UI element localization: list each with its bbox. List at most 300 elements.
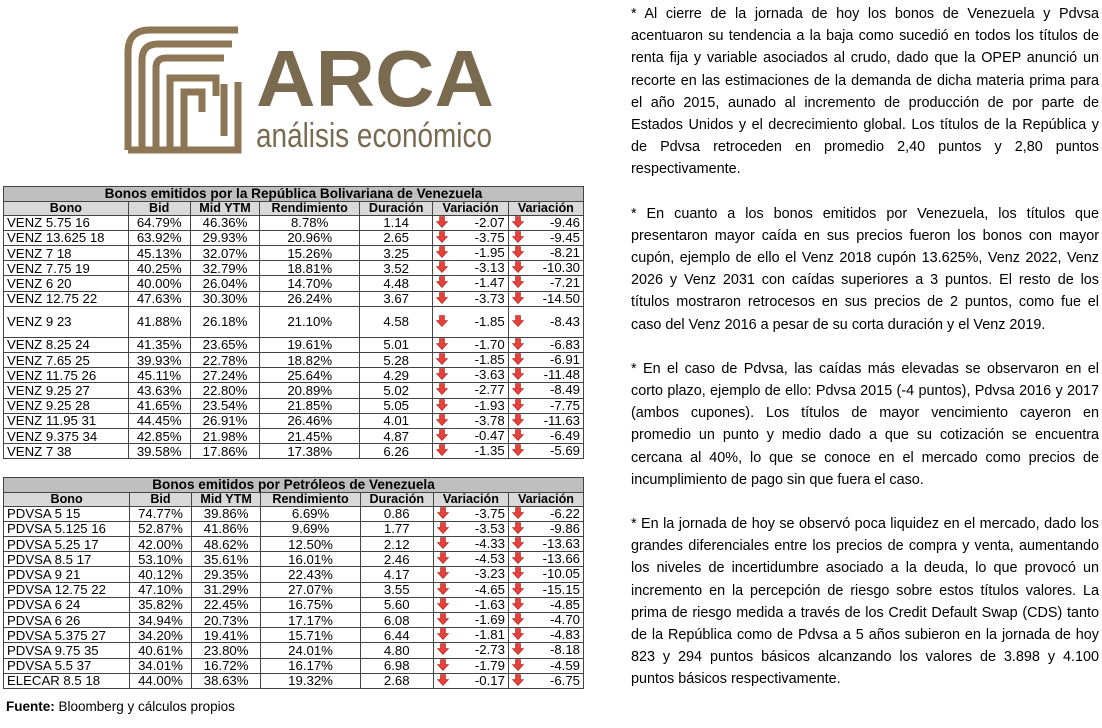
cell-rendimiento: 15.26% bbox=[260, 246, 359, 261]
cell-mid-ytm: 19.41% bbox=[191, 628, 261, 643]
cell-bid: 42.85% bbox=[128, 429, 190, 444]
cell-variacion-2 bbox=[508, 353, 583, 368]
cell-bid: 40.12% bbox=[130, 567, 192, 582]
arca-logo bbox=[120, 22, 500, 162]
cell-rendimiento: 14.70% bbox=[260, 276, 359, 291]
variation-value: -3.63 bbox=[474, 367, 505, 383]
arrow-down-icon bbox=[437, 552, 449, 564]
arrow-down-icon bbox=[436, 338, 448, 350]
cell-variacion-1 bbox=[433, 444, 508, 459]
commentary bbox=[631, 3, 1099, 713]
table-row bbox=[4, 368, 584, 383]
cell-mid-ytm: 22.45% bbox=[191, 597, 261, 612]
cell-variacion-2 bbox=[508, 368, 583, 383]
cell-variacion-2 bbox=[508, 643, 583, 658]
table-row bbox=[4, 613, 584, 628]
cell-variacion-2 bbox=[508, 444, 583, 459]
cell-mid-ytm: 22.78% bbox=[190, 353, 260, 368]
cell-bono: VENZ 6 20 bbox=[4, 276, 129, 291]
variation-value: -3.73 bbox=[474, 290, 505, 306]
cell-bono: VENZ 11.95 31 bbox=[4, 413, 129, 428]
cell-rendimiento: 16.75% bbox=[261, 597, 360, 612]
table-row bbox=[4, 398, 584, 413]
arrow-down-icon bbox=[512, 613, 524, 625]
table-row bbox=[4, 246, 584, 261]
cell-variacion-2 bbox=[508, 276, 583, 291]
cell-bid: 39.93% bbox=[128, 353, 190, 368]
arrow-down-icon bbox=[437, 613, 449, 625]
variation-value: -3.75 bbox=[474, 229, 505, 245]
cell-variacion-2 bbox=[508, 261, 583, 276]
cell-duracion: 4.29 bbox=[359, 368, 433, 383]
arrow-down-icon bbox=[512, 674, 524, 686]
cell-duracion: 6.44 bbox=[360, 628, 433, 643]
table-row bbox=[4, 582, 584, 597]
cell-variacion-1 bbox=[433, 628, 508, 643]
source-text: Bloomberg y cálculos propios bbox=[54, 699, 235, 714]
paragraph: * En la jornada de hoy se observó poca liquidez en el mercado, dado los grandes diferenciales entre los precios de compra y venta, aumentando los niveles de incertidumbre asociado a la deuda, lo que provocó un incremento en la percepción de riesgo sobre estos títulos valores. La prima de riesgo medida a través de los Credit Default Swap (CDS) tanto de la República como de Pdvsa a 5 años subieron en la jornada de hoy 823 y 294 puntos básicos alcanzando los valores de 3.898 y 4.100 puntos básicos respectivamente. bbox=[631, 516, 1099, 688]
variation-value: -15.15 bbox=[542, 581, 580, 597]
variation-value: -11.63 bbox=[543, 412, 580, 428]
variation-value: -4.59 bbox=[549, 657, 580, 673]
arrow-down-icon bbox=[512, 414, 524, 426]
arrow-down-icon bbox=[512, 659, 524, 671]
cell-variacion-1 bbox=[433, 537, 508, 552]
variation-value: -2.77 bbox=[474, 382, 505, 398]
cell-variacion-1 bbox=[433, 306, 508, 337]
variation-value: -4.33 bbox=[474, 536, 505, 551]
cell-duracion: 3.67 bbox=[359, 291, 433, 306]
variation-value: -13.66 bbox=[542, 551, 580, 567]
arrow-down-icon bbox=[512, 567, 524, 579]
table-row bbox=[4, 215, 584, 230]
cell-bono: VENZ 5.75 16 bbox=[4, 215, 129, 230]
arrow-down-icon bbox=[436, 444, 448, 456]
cell-bid: 44.45% bbox=[128, 413, 190, 428]
cell-variacion-2 bbox=[508, 306, 583, 337]
paragraph: * Al cierre de la jornada de hoy los bonos de Venezuela y Pdvsa acentuaron su tendencia a la baja como sucedió en todos los títulos de renta fija y variable asociados al crudo, dado que la OPEP anunció un recorte en las estimaciones de la demanda de dicha materia prima para el año 2015, aunado al incremento de producción de por parte de Estados Unidos y el decrecimiento global. Los títulos de la República y de Pdvsa retroceden en promedio 2,40 puntos y 2,80 puntos respectivamente. bbox=[631, 6, 1099, 178]
cell-variacion-1 bbox=[433, 383, 508, 398]
cell-mid-ytm: 46.36% bbox=[190, 215, 260, 230]
col-header-bid: Bid bbox=[128, 202, 190, 216]
cell-rendimiento: 16.01% bbox=[261, 552, 360, 567]
cell-mid-ytm: 26.18% bbox=[190, 306, 260, 337]
arrow-down-icon bbox=[436, 368, 448, 380]
cell-bono: PDVSA 5.25 17 bbox=[4, 537, 130, 552]
arrow-down-icon bbox=[512, 522, 524, 534]
cell-bid: 41.35% bbox=[128, 337, 190, 352]
cell-rendimiento: 17.38% bbox=[260, 444, 359, 459]
table-title: Bonos emitidos por Petróleos de Venezuela bbox=[4, 478, 584, 493]
cell-mid-ytm: 31.29% bbox=[191, 582, 261, 597]
arrow-down-icon bbox=[437, 598, 449, 610]
variation-value: -5.69 bbox=[549, 443, 580, 459]
cell-variacion-2 bbox=[508, 658, 583, 673]
arrow-down-icon bbox=[512, 338, 524, 350]
cell-bid: 34.94% bbox=[130, 613, 192, 628]
cell-mid-ytm: 26.04% bbox=[190, 276, 260, 291]
cell-mid-ytm: 16.72% bbox=[191, 658, 261, 673]
col-header-variacion-2: Variación bbox=[508, 202, 583, 216]
cell-bono: VENZ 7 38 bbox=[4, 444, 129, 459]
variation-value: -7.21 bbox=[549, 275, 580, 291]
cell-duracion: 5.01 bbox=[359, 337, 433, 352]
variation-value: -10.30 bbox=[542, 260, 580, 276]
arrow-down-icon bbox=[512, 598, 524, 610]
arrow-down-icon bbox=[437, 659, 449, 671]
arrow-down-icon bbox=[437, 522, 449, 534]
col-header-rendimiento: Rendimiento bbox=[260, 202, 359, 216]
table-row bbox=[4, 643, 584, 658]
cell-bid: 40.61% bbox=[130, 643, 192, 658]
variation-value: -6.49 bbox=[549, 428, 580, 444]
arrow-down-icon bbox=[436, 399, 448, 411]
cell-mid-ytm: 39.86% bbox=[191, 506, 261, 521]
variation-value: -1.69 bbox=[474, 612, 505, 628]
cell-bid: 74.77% bbox=[130, 506, 192, 521]
variation-value: -4.70 bbox=[549, 612, 580, 628]
arrow-down-icon bbox=[512, 399, 524, 411]
table-row bbox=[4, 337, 584, 352]
cell-variacion-1 bbox=[433, 398, 508, 413]
cell-variacion-2 bbox=[508, 291, 583, 306]
arrow-down-icon bbox=[437, 643, 449, 655]
cell-variacion-2 bbox=[508, 597, 583, 612]
cell-mid-ytm: 17.86% bbox=[190, 444, 260, 459]
cell-bono: VENZ 13.625 18 bbox=[4, 230, 129, 245]
cell-variacion-1 bbox=[433, 582, 508, 597]
arrow-down-icon bbox=[512, 552, 524, 564]
cell-rendimiento: 15.71% bbox=[261, 628, 360, 643]
cell-variacion-1 bbox=[433, 246, 508, 261]
cell-duracion: 2.12 bbox=[360, 537, 433, 552]
cell-duracion: 2.65 bbox=[359, 230, 433, 245]
table-row bbox=[4, 291, 584, 306]
cell-mid-ytm: 23.65% bbox=[190, 337, 260, 352]
cell-mid-ytm: 38.63% bbox=[191, 673, 261, 688]
arrow-down-icon bbox=[436, 292, 448, 304]
cell-bono: PDVSA 5 15 bbox=[4, 506, 130, 521]
table-row bbox=[4, 413, 584, 428]
cell-bono: PDVSA 6 24 bbox=[4, 597, 130, 612]
cell-variacion-1 bbox=[433, 230, 508, 245]
cell-variacion-1 bbox=[433, 613, 508, 628]
arrow-down-icon bbox=[436, 276, 448, 288]
variation-value: -6.91 bbox=[549, 352, 580, 368]
cell-rendimiento: 18.82% bbox=[260, 353, 359, 368]
arrow-down-icon bbox=[437, 507, 449, 519]
cell-mid-ytm: 30.30% bbox=[190, 291, 260, 306]
cell-duracion: 4.58 bbox=[359, 306, 433, 337]
col-header-bono: Bono bbox=[4, 202, 129, 216]
cell-bono: VENZ 9.25 28 bbox=[4, 398, 129, 413]
cell-mid-ytm: 35.61% bbox=[191, 552, 261, 567]
variation-value: -1.81 bbox=[474, 627, 505, 643]
variation-value: -10.05 bbox=[542, 566, 580, 582]
arrow-down-icon bbox=[512, 628, 524, 640]
variation-value: -9.46 bbox=[549, 214, 580, 230]
arrow-down-icon bbox=[437, 628, 449, 640]
variation-value: -6.83 bbox=[549, 336, 580, 352]
arrow-down-icon bbox=[436, 429, 448, 441]
cell-rendimiento: 19.61% bbox=[260, 337, 359, 352]
variation-value: -1.63 bbox=[474, 596, 505, 612]
col-header-bono: Bono bbox=[4, 493, 130, 507]
logo-tagline: análisis económico bbox=[256, 117, 492, 155]
cell-duracion: 2.46 bbox=[360, 552, 433, 567]
venezuela-bonds-table bbox=[3, 186, 584, 459]
cell-variacion-1 bbox=[433, 413, 508, 428]
variation-value: -7.75 bbox=[549, 397, 580, 413]
cell-bid: 64.79% bbox=[128, 215, 190, 230]
variation-value: -1.95 bbox=[474, 245, 505, 260]
cell-variacion-2 bbox=[508, 506, 583, 521]
cell-bid: 34.20% bbox=[130, 628, 192, 643]
variation-value: -1.35 bbox=[474, 443, 505, 459]
cell-rendimiento: 26.46% bbox=[260, 413, 359, 428]
cell-variacion-1 bbox=[433, 353, 508, 368]
cell-rendimiento: 20.89% bbox=[260, 383, 359, 398]
cell-duracion: 4.87 bbox=[359, 429, 433, 444]
cell-bono: PDVSA 5.125 16 bbox=[4, 521, 130, 536]
table-row bbox=[4, 567, 584, 582]
logo-name: ARCA bbox=[256, 34, 494, 123]
arrow-down-icon bbox=[436, 216, 448, 228]
cell-bono: VENZ 12.75 22 bbox=[4, 291, 129, 306]
cell-mid-ytm: 29.93% bbox=[190, 230, 260, 245]
cell-mid-ytm: 32.79% bbox=[190, 261, 260, 276]
cell-mid-ytm: 48.62% bbox=[191, 537, 261, 552]
col-header-variacion-1: Variación bbox=[433, 202, 508, 216]
cell-bono: PDVSA 6 26 bbox=[4, 613, 130, 628]
cell-variacion-2 bbox=[508, 521, 583, 536]
table-row bbox=[4, 658, 584, 673]
arrow-down-icon bbox=[437, 583, 449, 595]
cell-rendimiento: 9.69% bbox=[261, 521, 360, 536]
cell-variacion-1 bbox=[433, 291, 508, 306]
col-header-rendimiento: Rendimiento bbox=[261, 493, 360, 507]
cell-rendimiento: 20.96% bbox=[260, 230, 359, 245]
cell-rendimiento: 25.64% bbox=[260, 368, 359, 383]
arrow-down-icon bbox=[436, 261, 448, 273]
cell-rendimiento: 26.24% bbox=[260, 291, 359, 306]
cell-duracion: 4.48 bbox=[359, 276, 433, 291]
cell-variacion-1 bbox=[433, 643, 508, 658]
arrow-down-icon bbox=[512, 276, 524, 288]
variation-value: -8.43 bbox=[549, 313, 580, 329]
variation-value: -2.73 bbox=[474, 642, 505, 658]
cell-variacion-1 bbox=[433, 429, 508, 444]
cell-bid: 41.65% bbox=[128, 398, 190, 413]
variation-value: -3.13 bbox=[474, 260, 505, 276]
cell-rendimiento: 22.43% bbox=[261, 567, 360, 582]
cell-rendimiento: 12.50% bbox=[261, 537, 360, 552]
cell-mid-ytm: 32.07% bbox=[190, 246, 260, 261]
col-header-mid-ytm: Mid YTM bbox=[190, 202, 260, 216]
cell-bid: 34.01% bbox=[130, 658, 192, 673]
cell-bid: 35.82% bbox=[130, 597, 192, 612]
logo-mark-icon bbox=[128, 30, 238, 150]
col-header-variacion-1: Variación bbox=[433, 493, 508, 507]
table-row bbox=[4, 552, 584, 567]
variation-value: -1.70 bbox=[474, 336, 505, 352]
cell-bid: 52.87% bbox=[130, 521, 192, 536]
cell-variacion-1 bbox=[433, 552, 508, 567]
arrow-down-icon bbox=[437, 674, 449, 686]
variation-value: -4.83 bbox=[549, 627, 580, 643]
arrow-down-icon bbox=[512, 583, 524, 595]
cell-bono: PDVSA 9 21 bbox=[4, 567, 130, 582]
variation-value: -13.63 bbox=[542, 536, 580, 551]
cell-bid: 43.63% bbox=[128, 383, 190, 398]
cell-variacion-1 bbox=[433, 337, 508, 352]
variation-value: -9.45 bbox=[549, 229, 580, 245]
cell-mid-ytm: 41.86% bbox=[191, 521, 261, 536]
cell-bid: 42.00% bbox=[130, 537, 192, 552]
cell-variacion-2 bbox=[508, 230, 583, 245]
variation-value: -6.75 bbox=[549, 672, 580, 688]
arrow-down-icon bbox=[512, 292, 524, 304]
arrow-down-icon bbox=[437, 567, 449, 579]
variation-value: -8.21 bbox=[549, 245, 580, 260]
cell-rendimiento: 27.07% bbox=[261, 582, 360, 597]
arrow-down-icon bbox=[436, 315, 448, 327]
arrow-down-icon bbox=[512, 231, 524, 243]
cell-variacion-2 bbox=[508, 429, 583, 444]
table-row bbox=[4, 628, 584, 643]
arrow-down-icon bbox=[512, 246, 524, 258]
cell-duracion: 5.05 bbox=[359, 398, 433, 413]
cell-bid: 47.10% bbox=[130, 582, 192, 597]
cell-duracion: 0.86 bbox=[360, 506, 433, 521]
cell-bono: VENZ 8.25 24 bbox=[4, 337, 129, 352]
cell-duracion: 5.28 bbox=[359, 353, 433, 368]
cell-duracion: 4.80 bbox=[360, 643, 433, 658]
variation-value: -14.50 bbox=[542, 290, 580, 306]
variation-value: -3.78 bbox=[474, 412, 505, 428]
cell-variacion-2 bbox=[508, 537, 583, 552]
variation-value: -8.18 bbox=[549, 642, 580, 658]
cell-rendimiento: 18.81% bbox=[260, 261, 359, 276]
cell-variacion-2 bbox=[508, 582, 583, 597]
table-row bbox=[4, 383, 584, 398]
col-header-mid-ytm: Mid YTM bbox=[191, 493, 261, 507]
cell-bid: 45.11% bbox=[128, 368, 190, 383]
variation-value: -4.53 bbox=[474, 551, 505, 567]
cell-variacion-2 bbox=[508, 673, 583, 688]
cell-rendimiento: 17.17% bbox=[261, 613, 360, 628]
cell-bid: 45.13% bbox=[128, 246, 190, 261]
variation-value: -4.85 bbox=[549, 596, 580, 612]
table-row bbox=[4, 353, 584, 368]
arrow-down-icon bbox=[512, 444, 524, 456]
cell-variacion-2 bbox=[508, 398, 583, 413]
cell-bid: 44.00% bbox=[130, 673, 192, 688]
cell-duracion: 3.25 bbox=[359, 246, 433, 261]
arrow-down-icon bbox=[512, 429, 524, 441]
cell-bid: 63.92% bbox=[128, 230, 190, 245]
cell-duracion: 5.60 bbox=[360, 597, 433, 612]
cell-bono: PDVSA 5.375 27 bbox=[4, 628, 130, 643]
cell-variacion-2 bbox=[508, 552, 583, 567]
source-note bbox=[6, 699, 235, 714]
cell-mid-ytm: 29.35% bbox=[191, 567, 261, 582]
cell-duracion: 6.08 bbox=[360, 613, 433, 628]
cell-bid: 40.00% bbox=[128, 276, 190, 291]
cell-rendimiento: 21.45% bbox=[260, 429, 359, 444]
table-row bbox=[4, 444, 584, 459]
table-row bbox=[4, 537, 584, 552]
cell-mid-ytm: 26.91% bbox=[190, 413, 260, 428]
cell-bono: VENZ 7 18 bbox=[4, 246, 129, 261]
table-row bbox=[4, 230, 584, 245]
table-row bbox=[4, 306, 584, 337]
cell-bono: PDVSA 5.5 37 bbox=[4, 658, 130, 673]
cell-mid-ytm: 23.80% bbox=[191, 643, 261, 658]
arrow-down-icon bbox=[436, 383, 448, 395]
col-header-bid: Bid bbox=[130, 493, 192, 507]
variation-value: -11.48 bbox=[543, 367, 580, 383]
cell-variacion-2 bbox=[508, 628, 583, 643]
cell-bono: VENZ 7.75 19 bbox=[4, 261, 129, 276]
arrow-down-icon bbox=[512, 216, 524, 228]
arrow-down-icon bbox=[436, 414, 448, 426]
cell-bono: PDVSA 12.75 22 bbox=[4, 582, 130, 597]
arrow-down-icon bbox=[512, 315, 524, 327]
cell-bid: 39.58% bbox=[128, 444, 190, 459]
cell-variacion-1 bbox=[433, 658, 508, 673]
cell-bono: VENZ 9.25 27 bbox=[4, 383, 129, 398]
variation-value: -6.22 bbox=[549, 505, 580, 521]
cell-duracion: 3.52 bbox=[359, 261, 433, 276]
arrow-down-icon bbox=[512, 353, 524, 365]
cell-variacion-2 bbox=[508, 567, 583, 582]
cell-duracion: 4.17 bbox=[360, 567, 433, 582]
cell-duracion: 6.98 bbox=[360, 658, 433, 673]
col-header-duracion: Duración bbox=[360, 493, 433, 507]
cell-mid-ytm: 22.80% bbox=[190, 383, 260, 398]
table-row bbox=[4, 521, 584, 536]
cell-variacion-1 bbox=[433, 215, 508, 230]
table-row bbox=[4, 261, 584, 276]
cell-variacion-1 bbox=[433, 521, 508, 536]
cell-bono: VENZ 11.75 26 bbox=[4, 368, 129, 383]
cell-duracion: 1.14 bbox=[359, 215, 433, 230]
source-label: Fuente: bbox=[6, 699, 55, 714]
pdvsa-bonds-table bbox=[3, 477, 584, 689]
cell-bid: 41.88% bbox=[128, 306, 190, 337]
arrow-down-icon bbox=[437, 537, 449, 549]
cell-variacion-2 bbox=[508, 215, 583, 230]
arrow-down-icon bbox=[436, 246, 448, 258]
cell-bid: 47.63% bbox=[128, 291, 190, 306]
arrow-down-icon bbox=[512, 507, 524, 519]
cell-bid: 40.25% bbox=[128, 261, 190, 276]
cell-rendimiento: 21.85% bbox=[260, 398, 359, 413]
cell-variacion-1 bbox=[433, 597, 508, 612]
cell-variacion-2 bbox=[508, 383, 583, 398]
cell-mid-ytm: 21.98% bbox=[190, 429, 260, 444]
cell-rendimiento: 8.78% bbox=[260, 215, 359, 230]
cell-bono: VENZ 9.375 34 bbox=[4, 429, 129, 444]
arrow-down-icon bbox=[512, 368, 524, 380]
arrow-down-icon bbox=[436, 353, 448, 365]
cell-rendimiento: 6.69% bbox=[261, 506, 360, 521]
arrow-down-icon bbox=[512, 643, 524, 655]
variation-value: -9.86 bbox=[549, 520, 580, 536]
cell-rendimiento: 21.10% bbox=[260, 306, 359, 337]
cell-bono: ELECAR 8.5 18 bbox=[4, 673, 130, 688]
